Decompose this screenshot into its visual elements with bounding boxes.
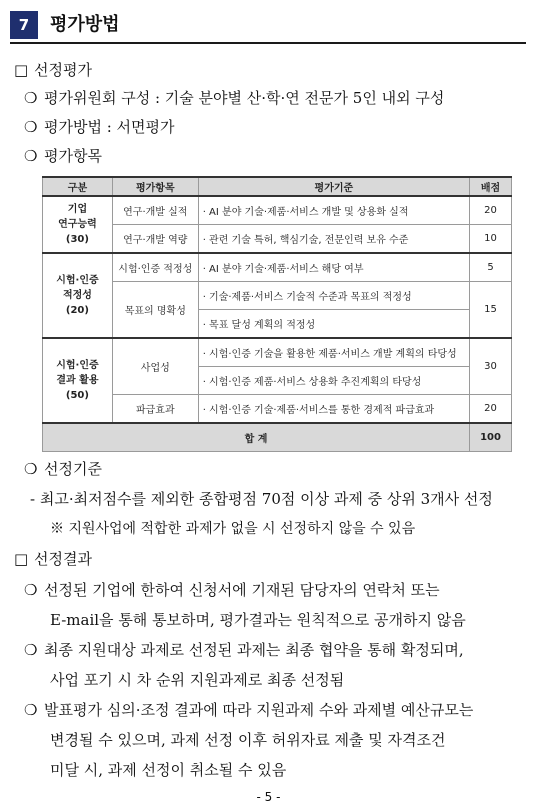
- list-item-continuation: 사업 포기 시 차 순위 지원과제로 최종 선정됨: [50, 671, 345, 689]
- section-number-badge: 7: [10, 11, 38, 39]
- heading-selection-evaluation: □ 선정평가: [14, 61, 92, 79]
- circle-bullet-icon: ❍: [24, 641, 38, 659]
- list-item-continuation: 변경될 수 있으며, 과제 선정 이후 허위자료 제출 및 자격조건: [50, 731, 446, 749]
- table-row: [43, 225, 512, 254]
- circle-bullet-icon: ❍: [24, 460, 38, 478]
- section-title: 평가방법: [50, 14, 120, 35]
- table-row: [43, 395, 512, 424]
- list-item: ❍ 평가위원회 구성 : 기술 분야별 산·학·연 전문가 5인 내외 구성: [24, 89, 445, 107]
- item-cell: 사업성: [112, 338, 198, 395]
- table-header-row: [43, 177, 512, 196]
- checkbox-square-icon: □: [14, 61, 29, 79]
- col-header-score: 배점: [470, 177, 512, 196]
- circle-bullet-icon: ❍: [24, 89, 38, 107]
- list-item-continuation: 미달 시, 과제 선정이 취소될 수 있음: [50, 761, 287, 779]
- list-item: ❍ 선정된 기업에 한하여 신청서에 기재된 담당자의 연락처 또는: [24, 581, 440, 599]
- selection-criteria-text: - 최고·최저점수를 제외한 종합평점 70점 이상 과제 중 상위 3개사 선정: [30, 490, 493, 508]
- criteria-cell: · 시험·인증 기술을 활용한 제품·서비스 개발 계획의 타당성: [198, 338, 469, 367]
- criteria-cell: · AI 분야 기술·제품·서비스 개발 및 상용화 실적: [198, 196, 469, 225]
- table-row: [43, 282, 512, 310]
- item-cell: 목표의 명확성: [112, 282, 198, 339]
- list-item: ❍ 평가항목: [24, 147, 102, 165]
- col-header-item: 평가항목: [112, 177, 198, 196]
- item-cell: 연구·개발 실적: [112, 196, 198, 225]
- criteria-cell: · 기술·제품·서비스 기술적 수준과 목표의 적정성: [198, 282, 469, 310]
- score-cell: 10: [470, 225, 512, 254]
- score-cell: 20: [470, 395, 512, 424]
- category-cell: 시험·인증 적정성 (20): [43, 253, 113, 338]
- total-label: 합 계: [43, 423, 470, 452]
- table-total-row: [43, 423, 512, 452]
- table-row: [43, 338, 512, 367]
- score-cell: 20: [470, 196, 512, 225]
- criteria-cell: · 목표 달성 계획의 적정성: [198, 310, 469, 339]
- circle-bullet-icon: ❍: [24, 147, 38, 165]
- col-header-criteria: 평가기준: [198, 177, 469, 196]
- page-number: - 5 -: [256, 790, 281, 804]
- category-cell: 기업 연구능력 (30): [43, 196, 113, 253]
- criteria-cell: · AI 분야 기술·제품·서비스 해당 여부: [198, 253, 469, 282]
- table-row: [43, 196, 512, 225]
- criteria-cell: · 관련 기술 특허, 핵심기술, 전문인력 보유 수준: [198, 225, 469, 254]
- item-cell: 파급효과: [112, 395, 198, 424]
- total-score: 100: [470, 423, 512, 452]
- checkbox-square-icon: □: [14, 550, 29, 568]
- table-row: [43, 253, 512, 282]
- score-cell: 5: [470, 253, 512, 282]
- category-cell: 시험·인증 결과 활용 (50): [43, 338, 113, 423]
- list-item-continuation: E-mail을 통해 통보하며, 평가결과는 원칙적으로 공개하지 않음: [50, 611, 466, 629]
- score-cell: 30: [470, 338, 512, 395]
- heading-selection-results: □ 선정결과: [14, 550, 92, 568]
- list-item: ❍ 발표평가 심의·조정 결과에 따라 지원과제 수와 과제별 예산규모는: [24, 701, 474, 719]
- circle-bullet-icon: ❍: [24, 701, 38, 719]
- list-item: ❍ 최종 지원대상 과제로 선정된 과제는 최종 협약을 통해 확정되며,: [24, 641, 464, 659]
- criteria-cell: · 시험·인증 제품·서비스 상용화 추진계획의 타당성: [198, 367, 469, 395]
- note-text: ※ 지원사업에 적합한 과제가 없을 시 선정하지 않을 수 있음: [50, 521, 416, 537]
- circle-bullet-icon: ❍: [24, 118, 38, 136]
- item-cell: 시험·인증 적정성: [112, 253, 198, 282]
- circle-bullet-icon: ❍: [24, 581, 38, 599]
- item-cell: 연구·개발 역량: [112, 225, 198, 254]
- evaluation-table: [42, 176, 512, 452]
- list-item: ❍ 평가방법 : 서면평가: [24, 118, 175, 136]
- col-header-category: 구분: [43, 177, 113, 196]
- section-header: [10, 8, 526, 44]
- score-cell: 15: [470, 282, 512, 339]
- criteria-cell: · 시험·인증 기술·제품·서비스를 통한 경제적 파급효과: [198, 395, 469, 424]
- list-item: ❍ 선정기준: [24, 460, 102, 478]
